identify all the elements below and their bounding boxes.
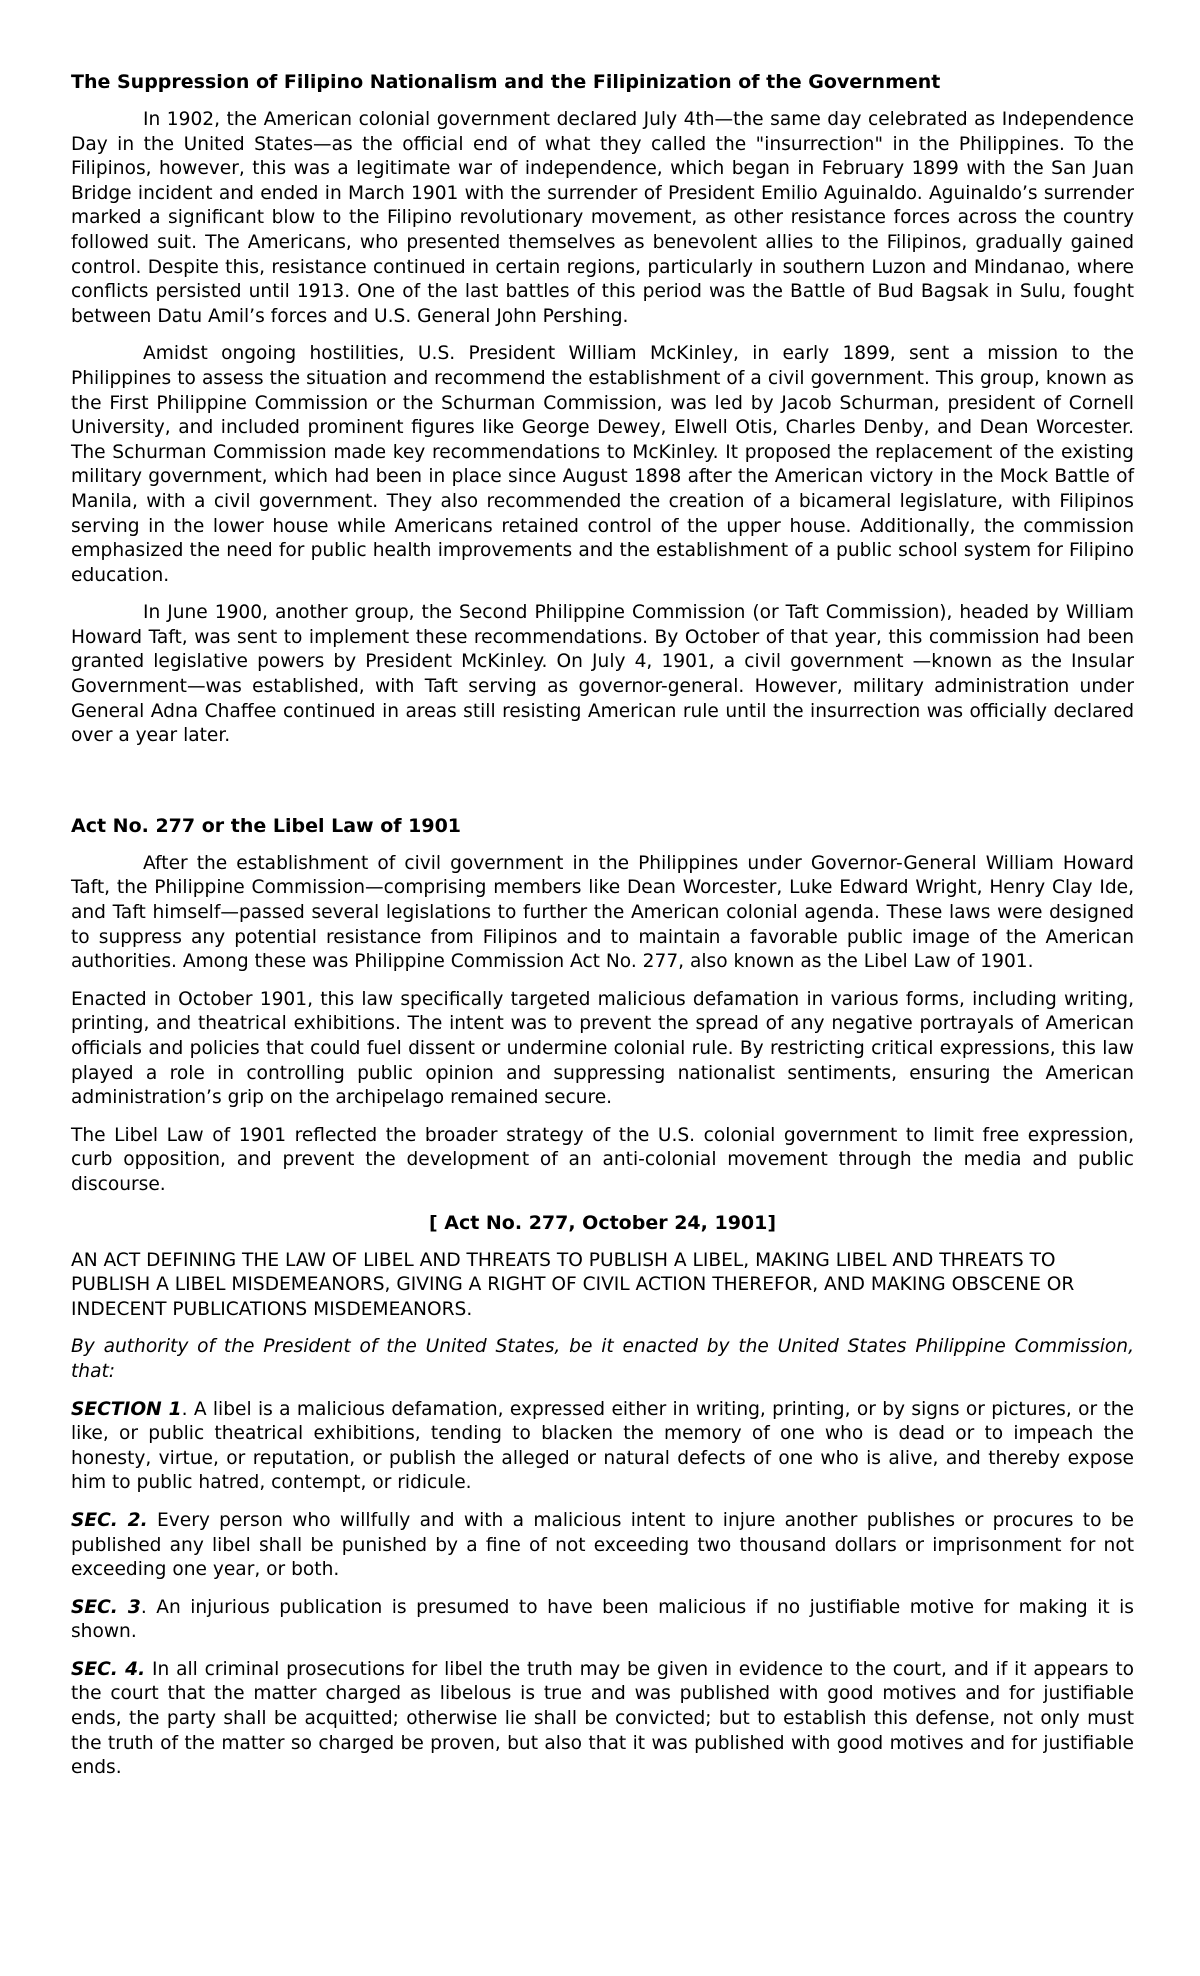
document-page	[71, 70, 1134, 1794]
act-title: [ Act No. 277, October 24, 1901]	[428, 1211, 777, 1234]
section-heading-libel-law: Act No. 277 or the Libel Law of 1901	[71, 814, 462, 837]
section-text: . An injurious publication is presumed to have been malicious if no justifiable motive for making it is shown.	[71, 1596, 1134, 1643]
paragraph-libel-intro: After the establishment of civil government in the Philippines under Governor-General William Howard Taft, the Philippine Commission—comprising members like Dean Worcester, Luke Edward Wright, Henry Clay Ide, and Taft himself—passed several legislations to further the American colonial agenda. These laws were designed to suppress any potential resistance from Filipinos and to maintain a favorable public image of the American authorities. Among these was Philippine Commission Act No. 277, also known as the Libel Law of 1901.	[71, 852, 1134, 973]
section-label: SEC. 4.	[71, 1658, 146, 1680]
section-spacer	[71, 762, 1134, 814]
enacting-clause: By authority of the President of the United States, be it enacted by the United States Philippine Commission, that:	[71, 1336, 1134, 1382]
act-section-3	[71, 1596, 1134, 1645]
paragraph-taft-commission: In June 1900, another group, the Second Philippine Commission (or Taft Commission), headed by William Howard Taft, was sent to implement these recommendations. By October of that year, this commission had been granted legislative powers by President McKinley. On July 4, 1901, a civil government —known as the Insular Government—was established, with Taft serving as governor-general. However, military administration under General Adna Chaffee continued in areas still resisting American rule until the insurrection was officially declared over a year later.	[71, 602, 1134, 747]
section-text: In all criminal prosecutions for libel the truth may be given in evidence to the court, and if it appears to the court that the matter charged as libelous is true and was published with good motives and for justifiable ends, the party shall be acquitted; otherwise lie shall be convicted; but to establish this defense, not only must the truth of the matter so charged be proven, but also that it was published with good motives and for justifiable ends.	[71, 1658, 1134, 1779]
act-section-4	[71, 1658, 1134, 1781]
paragraph-independence-war: In 1902, the American colonial government declared July 4th—the same day celebrated as Independence Day in the United States—as the official end of what they called the "insurrection" in the Philippines. To the Filipinos, however, this was a legitimate war of independence, which began in February 1899 with the San Juan Bridge incident and ended in March 1901 with the surrender of President Emilio Aguinaldo. Aguinaldo’s surrender marked a significant blow to the Filipino revolutionary movement, as other resistance forces across the country followed suit. The Americans, who presented themselves as benevolent allies to the Filipinos, gradually gained control. Despite this, resistance continued in certain regions, particularly in southern Luzon and Mindanao, where conflicts persisted until 1913. One of the last battles of this period was the Battle of Bud Bagsak in Sulu, fought between Datu Amil’s forces and U.S. General John Pershing.	[71, 109, 1134, 327]
paragraph-schurman-commission: Amidst ongoing hostilities, U.S. President William McKinley, in early 1899, sent a mission to the Philippines to assess the situation and recommend the establishment of a civil government. This group, known as the First Philippine Commission or the Schurman Commission, was led by Jacob Schurman, president of Cornell University, and included prominent figures like George Dewey, Elwell Otis, Charles Denby, and Dean Worcester. The Schurman Commission made key recommendations to McKinley. It proposed the replacement of the existing military government, which had been in place since August 1898 after the American victory in the Mock Battle of Manila, with a civil government. They also recommended the creation of a bicameral legislature, with Filipinos serving in the lower house while Americans retained control of the upper house. Additionally, the commission emphasized the need for public health improvements and the establishment of a public school system for Filipino education.	[71, 343, 1134, 586]
section-text: Every person who willfully and with a malicious intent to injure another publishes or procures to be published any libel shall be punished by a fine of not exceeding two thousand dollars or imprisonment for not exceeding one year, or both.	[71, 1509, 1134, 1581]
paragraph-libel-enactment: Enacted in October 1901, this law specifically targeted malicious defamation in various forms, including writing, printing, and theatrical exhibitions. The intent was to prevent the spread of any negative portrayals of American officials and policies that could fuel dissent or undermine colonial rule. By restricting critical expressions, this law played a role in controlling public opinion and suppressing nationalist sentiments, ensuring the American administration’s grip on the archipelago remained secure.	[71, 988, 1134, 1109]
section-label: SECTION 1	[71, 1398, 182, 1420]
act-section-1	[71, 1398, 1134, 1496]
act-section-2	[71, 1509, 1134, 1583]
act-caption: AN ACT DEFINING THE LAW OF LIBEL AND THREATS TO PUBLISH A LIBEL, MAKING LIBEL AND THREATS TO PUBLISH A LIBEL MISDEMEANORS, GIVING A RIGHT OF CIVIL ACTION THEREFOR, AND MAKING OBSCENE OR INDECENT PUBLICATIONS MISDEMEANORS.	[71, 1249, 1075, 1320]
section-label: SEC. 3	[71, 1596, 141, 1618]
section-label: SEC. 2.	[71, 1509, 148, 1531]
section-text: . A libel is a malicious defamation, expressed either in writing, printing, or by signs or pictures, or the like, or public theatrical exhibitions, tending to blacken the memory of one who is dead or to impeach the honesty, virtue, or reputation, or publish the alleged or natural defects of one who is alive, and thereby expose him to public hatred, contempt, or ridicule.	[71, 1398, 1134, 1494]
paragraph-libel-strategy: The Libel Law of 1901 reflected the broader strategy of the U.S. colonial government to limit free expression, curb opposition, and prevent the development of an anti-colonial movement through the media and public discourse.	[71, 1124, 1134, 1195]
section-heading-suppression: The Suppression of Filipino Nationalism and the Filipinization of the Government	[71, 71, 941, 93]
